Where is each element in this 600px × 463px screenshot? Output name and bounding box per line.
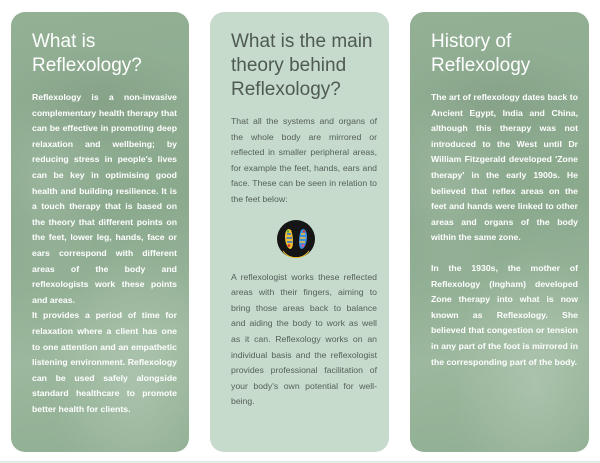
card-paragraph: Reflexology is a non-invasive complementary health therapy that can be effective in promoting deep relaxation and wellbeing; by reducing stress in people's lives can be key in optimising good health and building resilience. It is a touch therapy that is based on the theory that different points on the feet, lower leg, hands, face or ears correspond with different areas of the body and reflexologists work these points and areas. [32,92,177,305]
card-history [410,12,589,452]
card-main-theory [210,12,389,452]
card-paragraph: A reflexologist works these reflected areas with their fingers, aiming to bring those areas back to balance and aiding the body to work as well as it can. Reflexology works on an individual basis and the reflexologist provides professional facilitation of your body's own potential for well-being. [231,271,377,407]
card-paragraph: It provides a period of time for relaxation where a client has one to one attention and an empathetic listening environment. Reflexology can be used safely alongside standard healthcare to promote better health for clients. [32,310,177,414]
paragraph-gap [431,246,578,261]
card-paragraph: That all the systems and organs of the whole body are mirrored or reflected in smaller peripheral areas, for example the feet, hands, ears and face. These can be seen in relation to the feet below: [231,116,377,204]
card-paragraph: The art of reflexology dates back to Ancient Egypt, India and China, although this therapy was not introduced to the West until Dr William Fitzgerald developed 'Zone therapy' in the early 1900s. He believed that reflex areas on the feet and hands were linked to other areas and organs of the body within the same zone. [431,92,578,243]
card-paragraph: In the 1930s, the mother of Reflexology (Ingham) developed Zone therapy into what is now known as Reflexology. She believed that congestion or tension in any part of the foot is mirrored in the corresponding part of the body. [431,262,578,367]
card-title: History of Reflexology [431,31,531,76]
card-title: What is Reflexology? [32,31,142,76]
card-title: What is the main theory behind Reflexology? [231,31,373,100]
card-what-is-reflexology [11,12,189,452]
foot-chart-icon [277,220,315,258]
